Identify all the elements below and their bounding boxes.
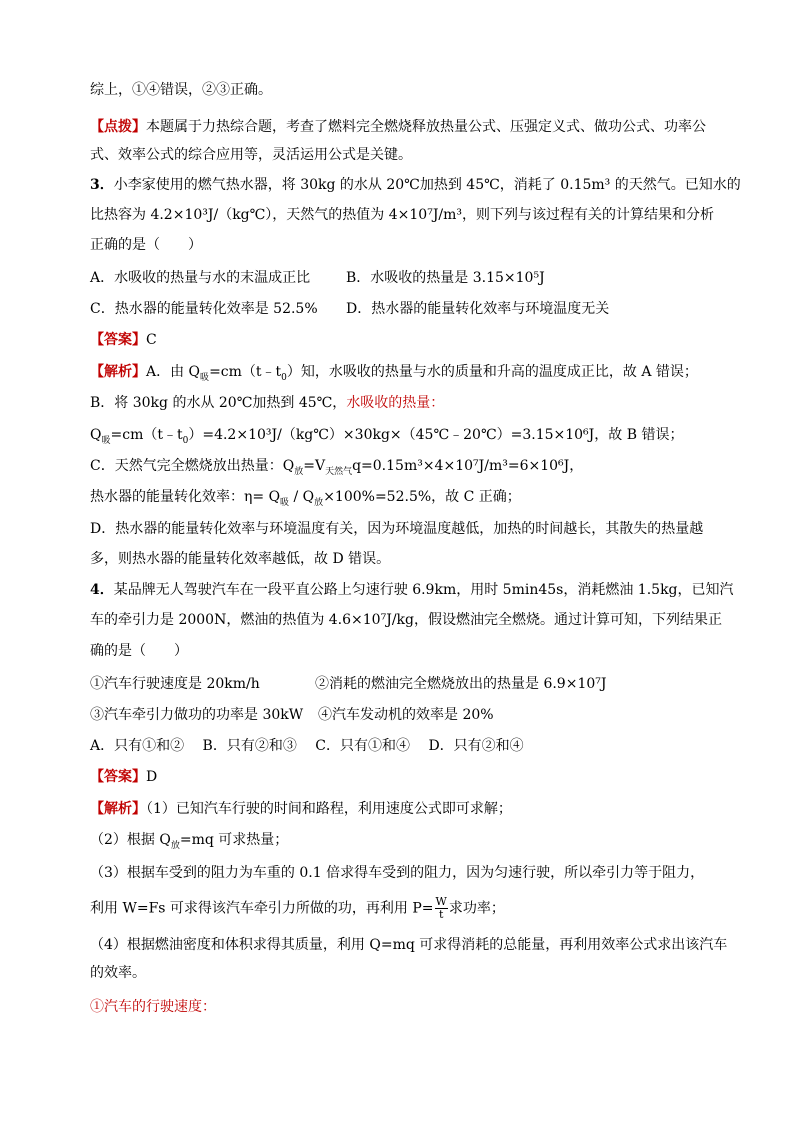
q3-analysis-d-2: 多，则热水器的能量转化效率越低，故 D 错误。 xyxy=(90,551,391,567)
q4-item-2: ②消耗的燃油完全燃烧放出的热量是 6.9×10⁷J xyxy=(315,676,607,692)
q4-analysis-3-1: （3）根据车受到的阻力为车重的 0.1 倍求得车受到的阻力，因为匀速行驶，所以牵引力等于阻力， xyxy=(90,865,705,881)
q4-analysis-2: （2）根据 $Q_放=mq$ 可求热量； xyxy=(90,832,289,851)
q3-analysis-d-1: D．热水器的能量转化效率与环境温度有关，因为环境温度越低，加热的时间越长，其散失的热量越 xyxy=(90,521,704,537)
q3-stem-line-2: 比热容为 4.2×10³J/（kg℃），天然气的热值为 4×10⁷J/m³，则下列与该过程有关的计算结果和分析 xyxy=(90,207,715,223)
q4-answer-line xyxy=(90,767,157,787)
q4-item-3: ③汽车牵引力做功的功率是 30kW xyxy=(90,707,304,723)
q3-answer-tag: 【答案】 xyxy=(90,332,146,348)
q4-analysis-4-1: （4）根据燃油密度和体积求得其质量，利用 Q=mq 可求得消耗的总能量，再利用效率公式求出该汽车 xyxy=(90,937,728,953)
q3-answer-value: C xyxy=(146,332,157,348)
hint-line-1: 【点拨】本题属于力热综合题，考查了燃料完全燃烧释放热量公式、压强定义式、做功公式、功率公 xyxy=(90,119,706,135)
hint-tag: 【点拨】 xyxy=(90,119,146,135)
q3-stem-line-3: 正确的是（ ） xyxy=(90,237,202,253)
q4-analysis-5: ①汽车的行驶速度： xyxy=(90,999,216,1015)
q4-analysis-1: 【解析】（1）已知汽车行驶的时间和路程，利用速度公式即可求解； xyxy=(90,801,512,817)
q4-answer-value: D xyxy=(146,769,158,785)
q3-analysis-b-1: B．将 30kg 的水从 20℃加热到 45℃，水吸收的热量： xyxy=(90,395,445,411)
hint-line-2: 式、效率公式的综合应用等，灵活运用公式是关键。 xyxy=(90,147,412,163)
q3-option-d: D．热水器的能量转化效率与环境温度无关 xyxy=(346,301,610,317)
q3-option-c: C．热水器的能量转化效率是 52.5% xyxy=(90,301,318,317)
q4-item-1: ①汽车行驶速度是 20km/h xyxy=(90,676,260,692)
q3-stem-line-1: 3．小李家使用的燃气热水器，将 30kg 的水从 20℃加热到 45℃，消耗了 0.15m³ 的天然气。已知水的 xyxy=(90,177,741,193)
q3-analysis-c-2: 热水器的能量转化效率：$\eta= Q_吸 / Q_放\times 100\%=52.5\%$，故 C 正确； xyxy=(90,489,521,508)
q4-stem-line-3: 确的是（ ） xyxy=(90,643,188,659)
q4-number: 4． xyxy=(90,582,114,598)
q3-number: 3． xyxy=(90,177,114,193)
q4-stem-line-2: 车的牵引力是 2000N，燃油的热值为 4.6×10⁷J/kg，假设燃油完全燃烧。通过计算可知，下列结果正 xyxy=(90,612,722,628)
q4-analysis-4-2: 的效率。 xyxy=(90,965,146,981)
q3-analysis-tag: 【解析】 xyxy=(90,364,146,380)
q3-analysis-a: 【解析】A．由 $Q_吸=cm(t﹣t_0)$知，水吸收的热量与水的质量和升高的温度成正比，故 A 错误； xyxy=(90,364,698,383)
q4-analysis-tag: 【解析】 xyxy=(90,801,146,817)
q4-answer-tag: 【答案】 xyxy=(90,769,146,785)
q3-option-b: B．水吸收的热量是 3.15×10⁵J xyxy=(346,270,545,286)
power-fraction: $\frac{W}{t}$ xyxy=(435,895,447,921)
q3-analysis-c-1: C．天然气完全燃烧放出热量：$Q_放=V_{天然气}q=0.15m^3\times 4\times 10^7J/m^3=6\times 10^6J$， xyxy=(90,458,584,477)
q4-stem-line-1: 4．某品牌无人驾驶汽车在一段平直公路上匀速行驶 6.9km，用时 5min45s，消耗燃油 1.5kg，已知汽 xyxy=(90,582,734,598)
q3-answer-line xyxy=(90,330,157,350)
q3-option-a: A．水吸收的热量与水的末温成正比 xyxy=(90,270,311,286)
q3-analysis-b-2: $Q_吸=cm(t﹣t_0)=4.2\times 10^3J/(kg℃)\times 30kg\times(45℃﹣20℃)=3.15\times 10^6J$，故 B 错误； xyxy=(90,427,684,446)
q4-options: A．只有①和② B．只有②和③ C．只有①和④ D．只有②和④ xyxy=(90,738,524,754)
q4-item-4: ④汽车发动机的效率是 20% xyxy=(318,707,494,723)
conclusion-line: 综上，①④错误，②③正确。 xyxy=(90,82,272,98)
q4-analysis-3-2: 利用 W=Fs 可求得该汽车牵引力所做的功，再利用 P= $\frac{W}{t}$ 求功率； xyxy=(90,895,505,921)
